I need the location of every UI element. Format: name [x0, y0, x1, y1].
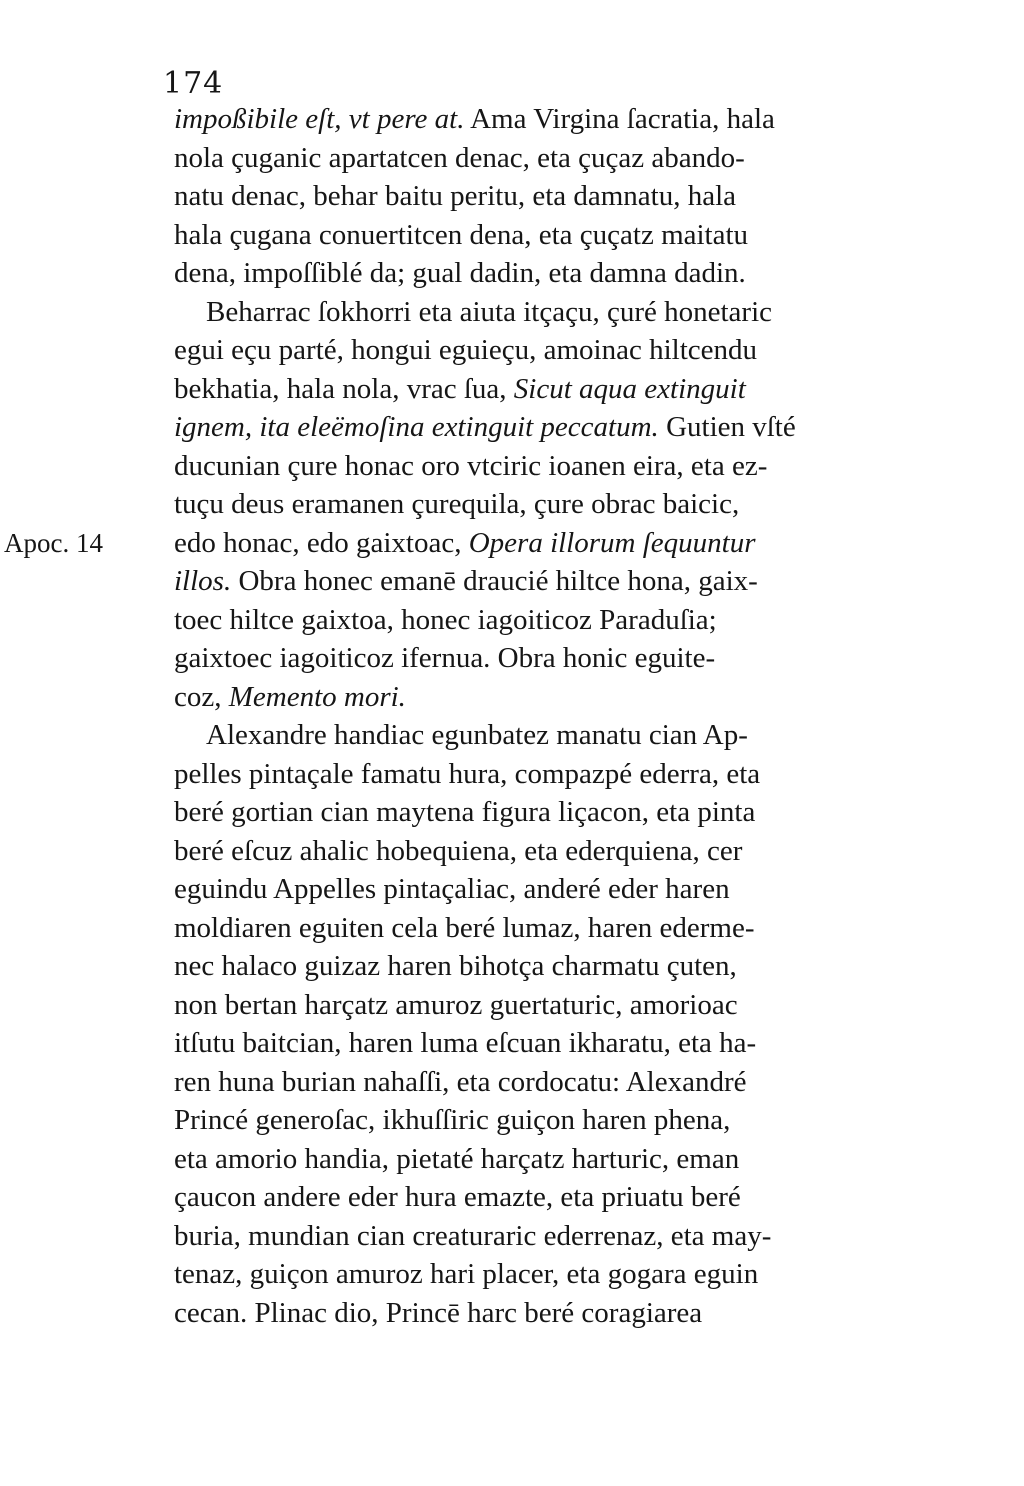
- text-line: [174, 177, 930, 216]
- text-run: ren huna burian nahaſſi, eta cordocatu: Alexandré: [174, 1065, 747, 1098]
- text-line: [174, 755, 930, 794]
- text-line: [174, 1294, 930, 1333]
- text-line: [174, 909, 930, 948]
- text-line: [174, 100, 930, 139]
- text-run: Gutien vſté: [658, 411, 796, 443]
- text-run: Obra honec emanē draucié hiltce hona, gaix-: [231, 565, 758, 597]
- text-run: beré gortian cian maytena figura liçacon, eta pinta: [174, 796, 756, 828]
- text-line: [174, 1255, 930, 1294]
- text-line: [174, 331, 930, 370]
- text-line: [174, 870, 930, 909]
- text-line: [174, 139, 930, 178]
- text-run: natu denac, behar baitu peritu, eta damnatu, hala: [174, 180, 737, 212]
- text-run: itſutu baitcian, haren luma eſcuan ikharatu, eta ha-: [174, 1027, 757, 1059]
- latin-quote: ignem, ita eleëmoſina extinguit peccatum.: [174, 411, 659, 443]
- latin-quote: Memento mori.: [228, 680, 406, 713]
- text-run: bekhatia, hala nola, vrac ſua,: [174, 372, 514, 405]
- text-run: eta amorio handia, pietaté harçatz harturic, eman: [174, 1142, 740, 1175]
- text-run: tenaz, guiçon amuroz hari placer, eta gogara eguin: [174, 1258, 759, 1290]
- text-run: dena, impoſſiblé da; gual dadin, eta damna dadin.: [174, 257, 746, 289]
- text-line: [174, 793, 930, 832]
- text-line: [174, 1101, 930, 1140]
- text-line: [174, 986, 930, 1025]
- text-line: [174, 639, 930, 678]
- text-line: [174, 832, 930, 871]
- text-line: [174, 216, 930, 255]
- text-line: [174, 716, 930, 755]
- text-line: [174, 485, 930, 524]
- text-run: beré eſcuz ahalic hobequiena, eta ederquiena, cer: [174, 834, 743, 867]
- body-text: [4, 100, 930, 1332]
- text-run: eguindu Appelles pintaçaliac, anderé eder haren: [174, 873, 730, 905]
- text-run: Princé generoſac, ikhuſſiric guiçon haren phena,: [174, 1104, 731, 1136]
- text-run: hala çugana conuertitcen dena, eta çuçatz maitatu: [174, 218, 749, 251]
- text-line: [174, 447, 930, 486]
- text-run: non bertan harçatz amuroz guertaturic, amorioac: [174, 988, 738, 1021]
- text-line: [174, 1178, 930, 1217]
- text-run: tuçu deus eramanen çurequila, çure obrac baicic,: [174, 488, 740, 520]
- text-line: [174, 1217, 930, 1256]
- text-run: Ama Virgina ſacratia, hala: [464, 103, 775, 135]
- latin-quote: Opera illorum ſequuntur: [468, 526, 756, 559]
- text-line: [174, 254, 930, 293]
- margin-note: Apoc. 14: [4, 527, 103, 558]
- text-run: nec halaco guizaz haren bihotça charmatu çuten,: [174, 950, 737, 982]
- text-line: [174, 1140, 930, 1179]
- text-run: Beharrac ſokhorri eta aiuta itçaçu, çuré honetaric: [206, 295, 772, 328]
- page-number: 174: [163, 66, 224, 101]
- text-run: buria, mundian cian creaturaric ederrenaz, eta may-: [174, 1219, 772, 1252]
- text-line: [174, 1063, 930, 1102]
- text-run: çaucon andere eder hura emazte, eta priuatu beré: [174, 1181, 741, 1213]
- text-run: ducunian çure honac oro vtciric ioanen eira, eta ez-: [174, 449, 768, 482]
- text-run: cecan. Plinac dio, Princē harc beré coragiarea: [174, 1296, 703, 1329]
- text-run: gaixtoec iagoiticoz ifernua. Obra honic eguite-: [174, 642, 716, 674]
- text-line: [174, 293, 930, 332]
- text-run: egui eçu parté, hongui eguieçu, amoinac hiltcendu: [174, 334, 758, 366]
- text-line: [174, 562, 930, 601]
- text-run: moldiaren eguiten cela beré lumaz, haren ederme-: [174, 911, 755, 944]
- text-line: [4, 524, 930, 563]
- text-line: [174, 1024, 930, 1063]
- latin-quote: illos.: [174, 565, 232, 597]
- text-run: nola çuganic apartatcen denac, eta çuçaz abando-: [174, 141, 745, 174]
- text-run: toec hiltce gaixtoa, honec iagoiticoz Paraduſia;: [174, 603, 717, 636]
- text-line: [174, 601, 930, 640]
- text-run: coz,: [174, 680, 229, 713]
- text-line: [174, 947, 930, 986]
- text-line: [174, 370, 930, 409]
- text-run: pelles pintaçale famatu hura, compazpé ederra, eta: [174, 757, 761, 790]
- latin-quote: Sicut aqua extinguit: [513, 372, 746, 405]
- text-line: [174, 408, 930, 447]
- text-line: [174, 678, 930, 717]
- latin-quote: impoßibile eſt, vt pere at.: [174, 103, 465, 135]
- text-run: Alexandre handiac egunbatez manatu cian Ap-: [206, 719, 748, 751]
- text-run: edo honac, edo gaixtoac,: [174, 526, 469, 559]
